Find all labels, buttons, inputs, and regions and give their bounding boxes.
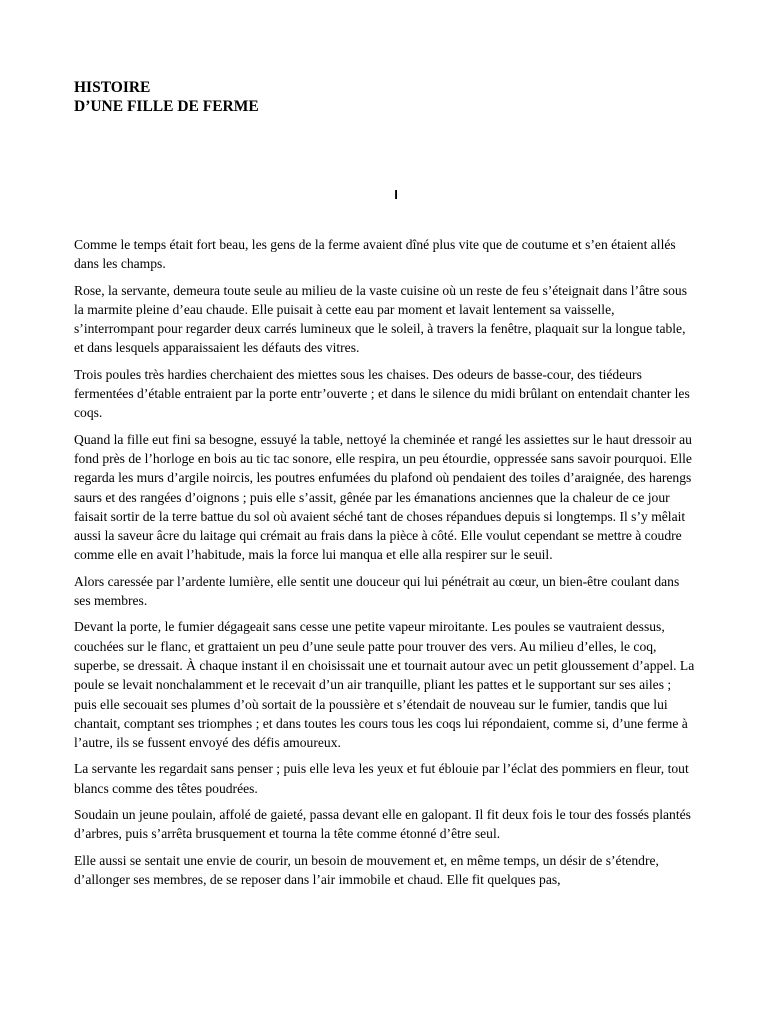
paragraph: Devant la porte, le fumier dégageait sans cesse une petite vapeur miroitante. Les poules se vautraient dessus, couchées sur le flanc, et grattaient un peu d’une seule patte pour trouver des vers. Au milieu d’elles, le coq, superbe, se dressait. À chaque instant il en choisissait une et tournait autour avec un petit gloussement d’appel. La poule se levait nonchalamment et le recevait d’un air tranquille, pliant les pattes et le supportant sur ses ailes ; puis elle secouait ses plumes d’où sortait de la poussière et s’étendait de nouveau sur le fumier, tandis que lui chantait, comptant ses triomphes ; et dans toutes les cours tous les coqs lui répondaient, comme si, d’une ferme à l’autre, ils se fussent envoyé des défis amoureux.	[74, 619, 695, 751]
title-line-2: D’UNE FILLE DE FERME	[74, 98, 259, 115]
paragraph: Elle aussi se sentait une envie de courir, un besoin de mouvement et, en même temps, un désir de s’étendre, d’allonger ses membres, de se reposer dans l’air immobile et chaud. Elle fit quelques pas,	[74, 852, 659, 887]
document-page	[74, 78, 696, 887]
chapter-number: I	[394, 187, 398, 202]
paragraph: Soudain un jeune poulain, affolé de gaieté, passa devant elle en galopant. Il fit deux fois le tour des fossés plantés d’arbres, puis s’arrêta brusquement et tourna la tête comme étonné d’être seul.	[74, 807, 691, 842]
paragraph: Comme le temps était fort beau, les gens de la ferme avaient dîné plus vite que de coutume et s’en étaient allés dans les champs.	[74, 237, 676, 272]
text-body	[74, 235, 696, 896]
paragraph: La servante les regardait sans penser ; puis elle leva les yeux et fut éblouie par l’éclat des pommiers en fleur, tout blancs comme des têtes poudrées.	[74, 761, 689, 796]
book-title	[74, 78, 696, 116]
paragraph: Rose, la servante, demeura toute seule au milieu de la vaste cuisine où un reste de feu s’éteignait dans l’âtre sous la marmite pleine d’eau chaude. Elle puisait à cette eau par moment et lavait lentement sa vaisselle, s’interrompant pour regarder deux carrés lumineux que le soleil, à travers la fenêtre, plaquait sur la longue table, et dans lesquels apparaissaient les défauts des vitres.	[74, 282, 688, 356]
paragraph: Quand la fille eut fini sa besogne, essuyé la table, nettoyé la cheminée et rangé les assiettes sur le haut dressoir au fond près de l’horloge en bois au tic tac sonore, elle respira, un peu étourdie, oppressée sans savoir pourquoi. Elle regarda les murs d’argile noircis, les poutres enfumées du plafond où pendaient des toiles d’araignée, des harengs saurs et des rangées d’oignons ; puis elle s’assit, gênée par les émanations anciennes que la chaleur de ce jour faisait sortir de la terre battue du sol où avaient séché tant de choses répandues depuis si longtemps. Il s’y mêlait aussi la saveur âcre du laitage qui crémait au frais dans la pièce à côté. Elle voulut cependant se mettre à coudre comme elle en avait l’habitude, mais la force lui manqua et elle alla respirer sur le seuil.	[74, 431, 692, 563]
title-line-1: HISTOIRE	[74, 79, 151, 96]
paragraph: Trois poules très hardies cherchaient des miettes sous les chaises. Des odeurs de basse-cour, des tiédeurs fermentées d’étable entraient par la porte entr’ouverte ; et dans le silence du midi brûlant on entendait chanter les coqs.	[74, 366, 690, 421]
paragraph: Alors caressée par l’ardente lumière, elle sentit une douceur qui lui pénétrait au cœur, un bien-être coulant dans ses membres.	[74, 573, 680, 609]
